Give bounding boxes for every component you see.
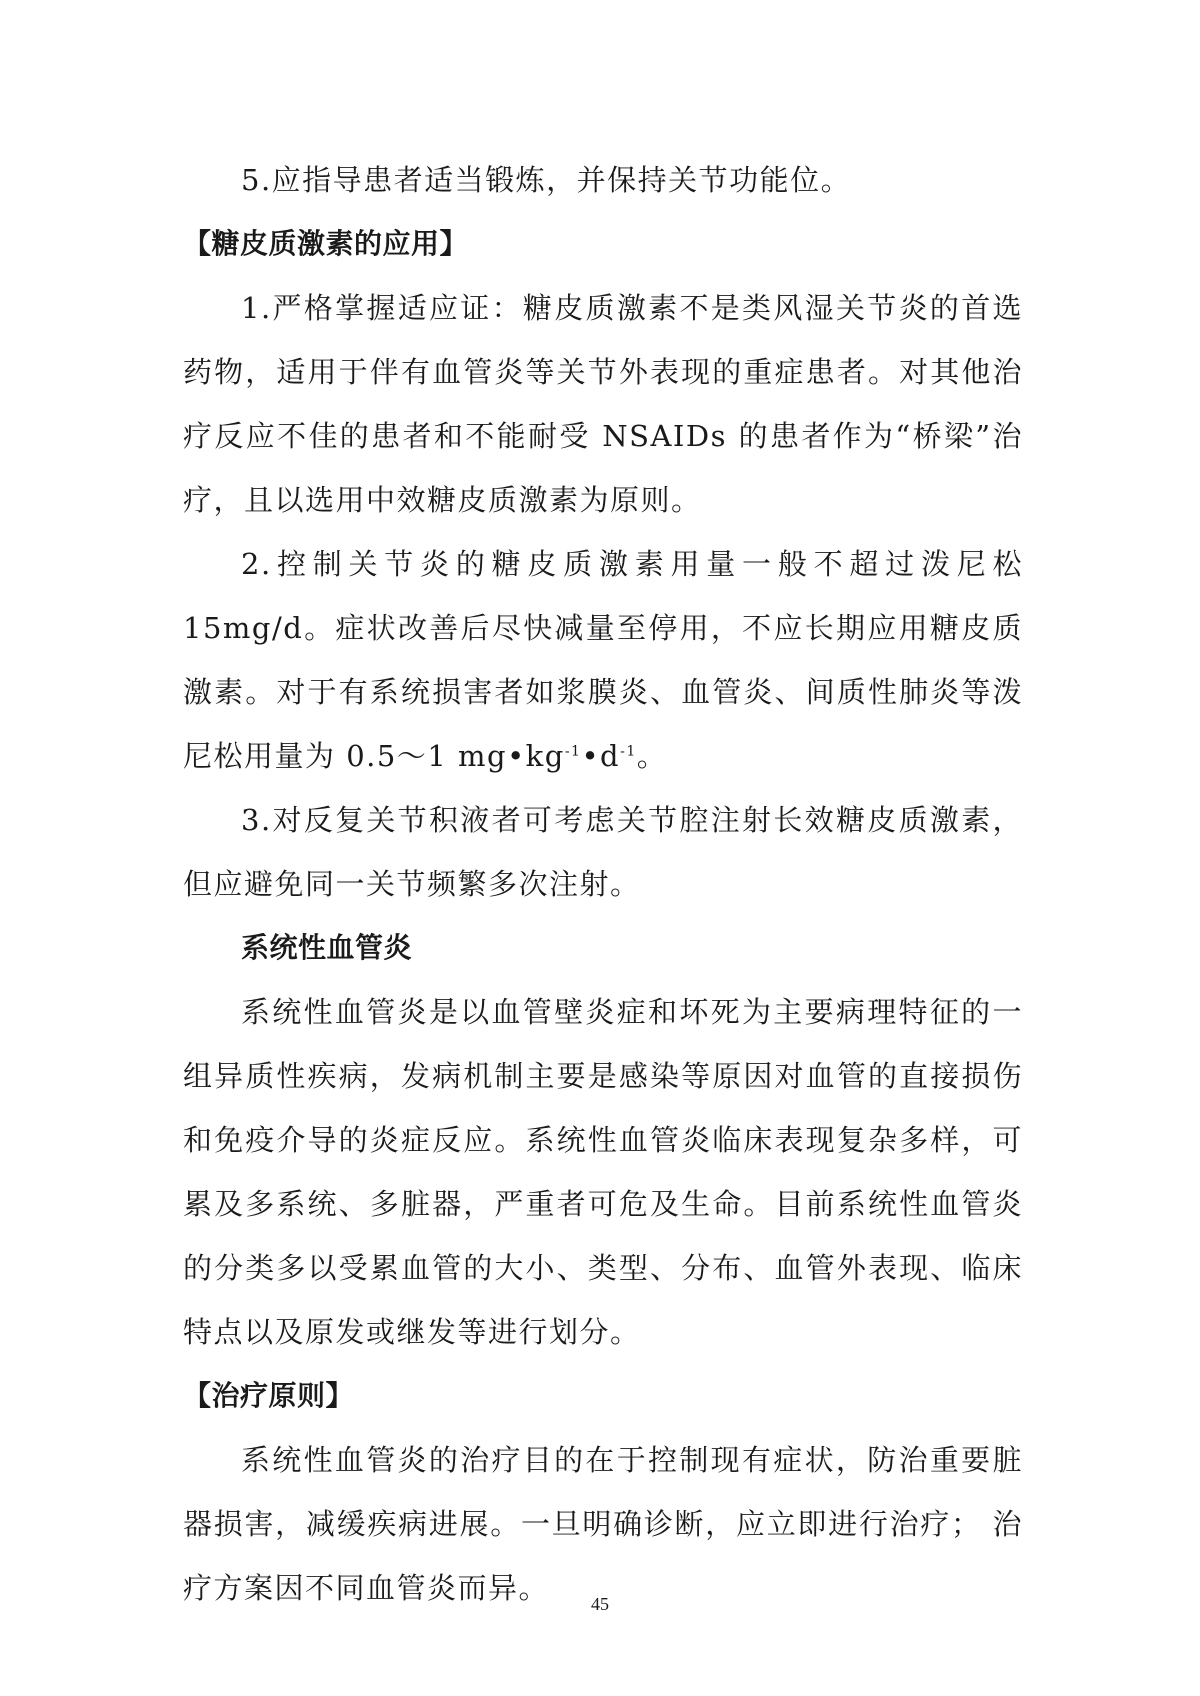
paragraph-dosage [183, 532, 1023, 788]
superscript-d: -1 [620, 743, 637, 760]
paragraph-indications: 1.严格掌握适应证：糖皮质激素不是类风湿关节炎的首选药物，适用于伴有血管炎等关节外表现的重症患者。对其他治疗反应不佳的患者和不能耐受 NSAIDs 的患者作为“桥梁”治疗，且以选用中效糖皮质激素为原则。 [183, 291, 1023, 517]
section-heading-treatment: 【治疗原则】 [183, 1379, 355, 1412]
paragraph-injection: 3.对反复关节积液者可考虑关节腔注射长效糖皮质激素，但应避免同一关节频繁多次注射。 [183, 803, 1023, 901]
section-title-vasculitis: 系统性血管炎 [241, 931, 413, 964]
dosage-unit-d: •d [581, 739, 621, 773]
paragraph-exercise: 5.应指导患者适当锻炼，并保持关节功能位。 [241, 163, 852, 197]
superscript-kg: -1 [564, 743, 582, 760]
page-content [183, 148, 1023, 1620]
paragraph-vasculitis-definition: 系统性血管炎是以血管壁炎症和坏死为主要病理特征的一组异质性疾病，发病机制主要是感染等原因对血管的直接损伤和免疫介导的炎症反应。系统性血管炎临床表现复杂多样，可累及多系统、多脏器，严重者可危及生命。目前系统性血管炎的分类多以受累血管的大小、类型、分布、血管外表现、临床特点以及原发或继发等进行划分。 [183, 995, 1023, 1349]
page-number: 45 [591, 1594, 609, 1614]
dosage-text: 2.控制关节炎的糖皮质激素用量一般不超过泼尼松 15mg/d。症状改善后尽快减量至停用，不应长期应用糖皮质激素。对于有系统损害者如浆膜炎、血管炎、间质性肺炎等泼尼松用量为 0.5～1 mg•kg [183, 547, 1023, 773]
dosage-end: 。 [636, 739, 668, 773]
paragraph-treatment-goal: 系统性血管炎的治疗目的在于控制现有症状，防治重要脏器损害，减缓疾病进展。一旦明确诊断，应立即进行治疗； 治疗方案因不同血管炎而异。 [183, 1443, 1023, 1605]
section-heading-glucocorticoid: 【糖皮质激素的应用】 [183, 227, 469, 260]
